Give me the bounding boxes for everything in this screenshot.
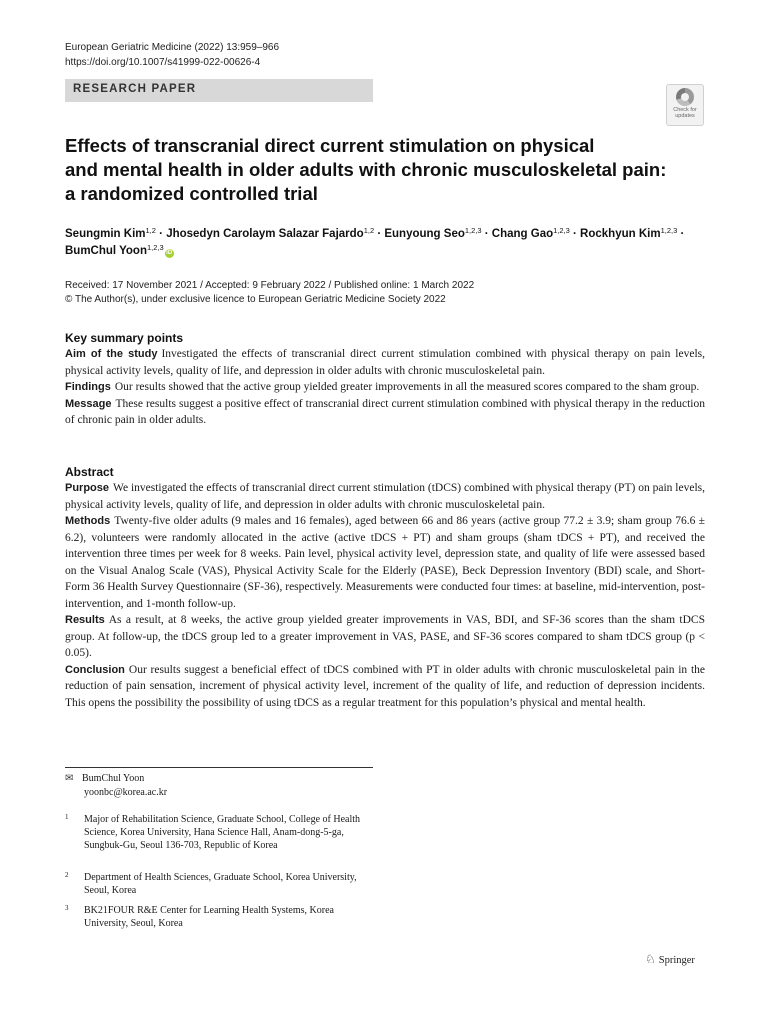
results-paragraph xyxy=(65,612,705,662)
message-label: Message xyxy=(65,397,112,410)
author-name[interactable]: Rockhyun Kim xyxy=(580,228,661,240)
title-line-1: Effects of transcranial direct current stimulation on physical xyxy=(65,135,595,156)
affiliation-number: 1 xyxy=(65,813,69,821)
affiliation-number: 3 xyxy=(65,904,69,912)
aim-text: Investigated the effects of transcranial direct current stimulation combined with physical therapy on pain levels, physical activity levels, quality of life, and depression in older adults with chronic musculoskeletal pain. xyxy=(65,348,705,377)
springer-horse-icon: ♘ xyxy=(645,952,656,966)
results-label: Results xyxy=(65,614,105,626)
article-type-label: RESEARCH PAPER xyxy=(73,83,197,95)
affiliation-3 xyxy=(65,904,365,930)
affiliation-2 xyxy=(65,871,365,897)
author-affiliation: 1,2 xyxy=(363,226,375,235)
publication-history xyxy=(65,279,474,307)
abstract-heading: Abstract xyxy=(65,465,114,479)
message-text: These results suggest a positive effect of transcranial direct current stimulation combined with physical therapy in the reduction of chronic pain in older adults. xyxy=(65,397,705,426)
affiliation-text: BK21FOUR R&E Center for Learning Health Systems, Korea University, Seoul, Korea xyxy=(84,905,334,929)
methods-paragraph xyxy=(65,513,705,612)
results-text: As a result, at 8 weeks, the active group yielded greater improvements in VAS, BDI, and SF-36 scores than the sham tDCS group. At follow-up, the tDCS group led to a greater improvement in VAS, PASE, and SF-36 scores compared to sham tDCS group (p < 0.05). xyxy=(65,614,705,659)
envelope-icon: ✉ xyxy=(65,773,74,784)
purpose-paragraph xyxy=(65,480,705,513)
publisher-name: Springer xyxy=(658,955,695,966)
abstract-section xyxy=(65,464,705,711)
affiliation-1 xyxy=(65,813,365,852)
doi-link[interactable]: https://doi.org/10.1007/s41999-022-00626-4 xyxy=(65,57,261,68)
author-affiliation: 1,2,3 xyxy=(146,243,164,252)
findings-label: Findings xyxy=(65,381,111,393)
aim-label: Aim of the study xyxy=(65,348,158,360)
correspondence-block xyxy=(65,772,167,800)
methods-label: Methods xyxy=(65,515,111,527)
footnote-divider xyxy=(65,767,373,768)
orcid-icon[interactable]: iD xyxy=(166,250,173,256)
aim-paragraph xyxy=(65,346,705,379)
title-line-2: and mental health in older adults with chronic musculoskeletal pain: xyxy=(65,159,667,180)
author-affiliation: 1,2 xyxy=(145,226,156,235)
purpose-text: We investigated the effects of transcranial direct current stimulation (tDCS) combined with physical therapy (PT) on pain levels, physical activity levels, quality of life, and depression in older adults with chronic musculoskeletal pain. xyxy=(65,482,705,511)
copyright-notice: © The Author(s), under exclusive licence to European Geriatric Medicine Society 2022 xyxy=(65,294,446,305)
check-for-updates-badge[interactable] xyxy=(666,84,704,126)
journal-header xyxy=(65,40,279,70)
title-line-3: a randomized controlled trial xyxy=(65,183,318,204)
crossmark-icon xyxy=(676,88,694,106)
affiliation-text: Major of Rehabilitation Science, Graduate School, College of Health Science, Korea University, Hana Science Hall, Anam-dong-5-ga, Sungbuk-Gu, Seoul 136-703, Republic of Korea xyxy=(84,814,361,851)
author-affiliation: 1,2,3 xyxy=(553,226,570,235)
author-name[interactable]: Seungmin Kim xyxy=(65,228,146,240)
key-summary-section xyxy=(65,330,705,429)
article-type-banner xyxy=(65,79,373,102)
author-name[interactable]: Chang Gao xyxy=(491,228,554,240)
author-affiliation: 1,2,3 xyxy=(660,226,678,235)
author-name[interactable]: Jhosedyn Carolaym Salazar Fajardo xyxy=(166,228,364,240)
message-paragraph xyxy=(65,396,705,429)
journal-citation: European Geriatric Medicine (2022) 13:959–966 xyxy=(65,42,280,53)
purpose-label: Purpose xyxy=(65,482,110,494)
key-summary-heading: Key summary points xyxy=(65,331,184,345)
author-name[interactable]: Eunyoung Seo xyxy=(384,228,465,240)
author-name[interactable]: BumChul Yoon xyxy=(65,245,147,257)
conclusion-label: Conclusion xyxy=(65,663,125,676)
affiliation-number: 2 xyxy=(65,871,69,879)
publisher-logo xyxy=(645,952,695,967)
affiliation-text: Department of Health Sciences, Graduate School, Korea University, Seoul, Korea xyxy=(84,872,357,896)
author-list: Seungmin Kim$^{1,2}$ · Jhosedyn Carolaym Salazar Fajardo$^{1,2}$ · Eunyoung Seo$^{1,2,3}$ · Chang Gao$^{1,2,3}$ · Rockhyun Kim$^{1,2,3}$ · BumChul Yoon$^{1,2,3}$iD xyxy=(65,226,685,257)
article-title xyxy=(65,134,685,206)
conclusion-paragraph xyxy=(65,662,705,712)
methods-text: Twenty-five older adults (9 males and 16 females), aged between 66 and 86 years (active group 77.2 ± 3.9; sham group 76.6 ± 6.2), volunteers were randomly allocated in the active (active tDCS + PT) and sham groups (sham tDCS + PT), and received the intervention three times per week for 8 weeks. Pain level, physical activity level, depression state, and quality of life were assessed based on the Visual Analog Scale (VAS), Physical Activity Scale for the Elderly (PASE), Beck Depression Inventory (BDI) scale, and Short-Form 36 Health Survey Questionnaire (SF-36), respectively. Measurements were conducted four times: at baseline, mid-intervention, post-intervention, and 1-month follow-up. xyxy=(65,515,705,610)
history-dates: Received: 17 November 2021 / Accepted: 9 February 2022 / Published online: 1 March 2022 xyxy=(65,280,475,291)
author-affiliation: 1,2,3 xyxy=(464,226,482,235)
conclusion-text: Our results suggest a beneficial effect of tDCS combined with PT in older adults with chronic musculoskeletal pain in the reduction of pain sensation, increment of physical activity level, increment of the quality of life, and reduction of depression incidents. This opens the possibility the possibility of using tDCS as a regular treatment for this population’s physical and mental health. xyxy=(65,663,705,709)
corresponding-author-email[interactable]: yoonbc@korea.ac.kr xyxy=(84,787,168,798)
findings-text: Our results showed that the active group yielded greater improvements in all the measured scores compared to the sham group. xyxy=(114,381,700,393)
check-updates-label: Check for updates xyxy=(673,107,697,119)
findings-paragraph xyxy=(65,379,705,396)
corresponding-author-name: BumChul Yoon xyxy=(82,773,145,784)
